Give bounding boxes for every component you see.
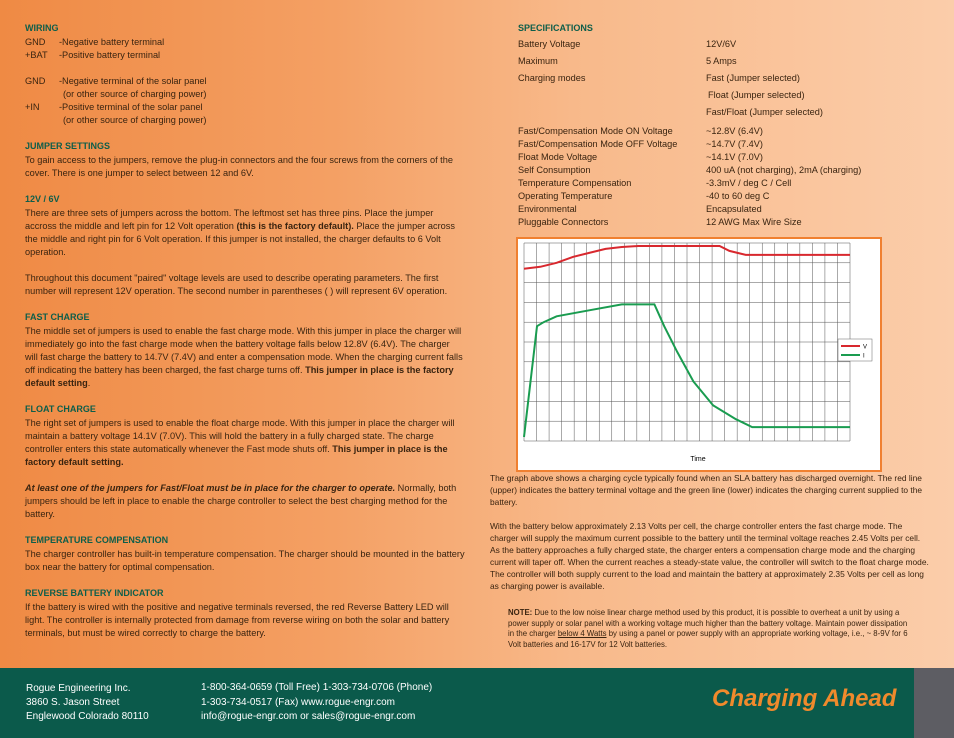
spec-row: Float (Jumper selected) — [708, 90, 805, 100]
spec-row: Battery Voltage 12V/6V — [518, 39, 737, 49]
wiring-bat: +BAT -Positive battery terminal — [25, 50, 161, 60]
voltage-heading: 12V / 6V — [25, 194, 60, 204]
spec-row: Pluggable Connectors 12 AWG Max Wire Size — [518, 217, 802, 227]
fast-charge-heading: FAST CHARGE — [25, 312, 90, 322]
jumper-text: To gain access to the jumpers, remove the plug-in connectors and the four screws from the corners of the cover. There is one jumper to select between 12 and 6V. — [25, 155, 453, 178]
voltage-text: There are three sets of jumpers across the bottom. The leftmost set has three pins. Place the jumper accross the middle and left pin for 12 Volt operation (this is the factory default). Place the jumper across the middle and right pin for 6 Volt operation. If this jumper is not installed, the charger defaults to 6 Volt operation. — [25, 208, 455, 257]
fax-website[interactable]: 1-303-734-0517 (Fax) www.rogue-engr.com — [201, 696, 395, 708]
specifications — [518, 22, 938, 229]
float-charge-text: The right set of jumpers is used to enable the float charge mode. With this jumper in place the charger will maintain a battery voltage 14.1V (7.0V). This will hold the battery in a fully charged state. The charge controller enters this state automatically whenever the Fast mode shuts off. This jumper in place is the factory default setting. — [25, 418, 455, 467]
chart-grid — [524, 243, 850, 441]
wiring-gnd2: GND -Negative terminal of the solar panel — [25, 76, 207, 86]
chart-svg — [518, 239, 880, 470]
footer-side-strip — [914, 668, 954, 738]
charging-cycle-chart — [516, 237, 882, 472]
company-address — [26, 682, 149, 724]
city: Englewood Colorado 80110 — [26, 711, 149, 722]
charging-description: With the battery below approximately 2.13 Volts per cell, the charge controller enters the fast charge mode. The charger will supply the maximum current possible to the battery until the terminal voltage reaches 2.45 Volts per cell. As the battery approaches a fully charged state, the charger enters a compensation charge mode and the charging current will taper off. When the current reaches a steady-state value, the controller will switch to the float charge mode. The controller will both supply current to the load and maintain the battery at approximately 2.35 Volts per cell as long as charging power is available. — [490, 521, 929, 591]
phone: 1-800-364-0659 (Toll Free) 1-303-734-0706 (Phone) — [201, 682, 433, 693]
company-name: Rogue Engineering Inc. — [26, 683, 131, 694]
float-charge-heading: FLOAT CHARGE — [25, 404, 96, 414]
chart-legend — [838, 339, 872, 361]
legend-label-V: V — [863, 344, 868, 351]
wiring-in: +IN -Positive terminal of the solar panel — [25, 102, 203, 112]
left-column — [25, 22, 465, 640]
spec-row: Fast/Compensation Mode OFF Voltage ~14.7V (7.4V) — [518, 139, 763, 149]
legend-label-I: I — [863, 353, 865, 360]
fast-charge-text: The middle set of jumpers is used to enable the fast charge mode. With this jumper in place the charger will immediately go into the fast charge mode when the battery voltage falls below 12.8V (6.4V). The charger will fast charge the battery to 14.7V (7.4V) and enter a compensation mode. When the charging current falls off indicating the battery has been charged, the fast charge turns off. This jumper in place is the factory default setting. — [25, 326, 463, 388]
spec-row: Self Consumption 400 uA (not charging), 2mA (charging) — [518, 165, 862, 175]
x-axis-label: Time — [690, 456, 706, 463]
street: 3860 S. Jason Street — [26, 697, 120, 708]
jumper-requirement-text: At least one of the jumpers for Fast/Float must be in place for the charger to operate. Normally, both jumpers should be left in place to enable the charge controller to select the best charging method for the battery. — [25, 483, 457, 519]
wiring-gnd2-note: (or other source of charging power) — [63, 89, 207, 99]
spec-row: Fast/Compensation Mode ON Voltage ~12.8V (6.4V) — [518, 126, 763, 136]
spec-row: Float Mode Voltage ~14.1V (7.0V) — [518, 152, 763, 162]
contact-info — [201, 681, 432, 725]
overheat-note: NOTE: Due to the low noise linear charge method used by this product, it is possible to overheat a unit by using a power supply or solar panel with a working voltage much higher than the battery voltage. Maintain power dissipation in the charger below 4 Watts by using a panel or power supply with an appropriate working voltage, i.e., ~ 8-9V for 6 Volt batteries and 16-17V for 12 Volt batteries. — [508, 608, 908, 649]
graph-description: The graph above shows a charging cycle typically found when an SLA battery has discharged overnight. The red line (upper) indicates the battery terminal voltage and the green line (lower) indicates the charging current supplied to the battery. — [490, 473, 923, 507]
footer — [0, 668, 914, 738]
spec-row: Temperature Compensation -3.3mV / deg C / Cell — [518, 178, 792, 188]
spec-row: Fast/Float (Jumper selected) — [706, 107, 823, 117]
temperature-text: The charger controller has built-in temperature compensation. The charger should be mounted in the battery box near the battery for optimal compensation. — [25, 549, 465, 572]
spec-row: Environmental Encapsulated — [518, 204, 762, 214]
tagline: Charging Ahead — [712, 685, 897, 712]
reverse-battery-text: If the battery is wired with the positive and negative terminals reversed, the red Reverse Battery LED will light. The controller is internally protected from damage from reverse wiring on both the solar and battery terminals, but must be wired correctly to charge the battery. — [25, 602, 450, 638]
wiring-heading: WIRING — [25, 23, 59, 33]
jumper-heading: JUMPER SETTINGS — [25, 141, 111, 151]
specifications-heading: SPECIFICATIONS — [518, 23, 593, 33]
spec-row: Operating Temperature -40 to 60 deg C — [518, 191, 770, 201]
wiring-in-note: (or other source of charging power) — [63, 115, 207, 125]
spec-row: Maximum 5 Amps — [518, 56, 737, 66]
paired-voltage-text: Throughout this document "paired" voltage levels are used to describe operating parameters. The first number will represent 12V operation. The second number in parentheses ( ) will represent 6V operation. — [25, 273, 448, 296]
reverse-battery-heading: REVERSE BATTERY INDICATOR — [25, 588, 164, 598]
wiring-gnd1: GND -Negative battery terminal — [25, 37, 165, 47]
temperature-heading: TEMPERATURE COMPENSATION — [25, 535, 169, 545]
spec-row: Charging modes Fast (Jumper selected) — [518, 73, 800, 83]
email[interactable]: info@rogue-engr.com or sales@rogue-engr.com — [201, 711, 416, 723]
